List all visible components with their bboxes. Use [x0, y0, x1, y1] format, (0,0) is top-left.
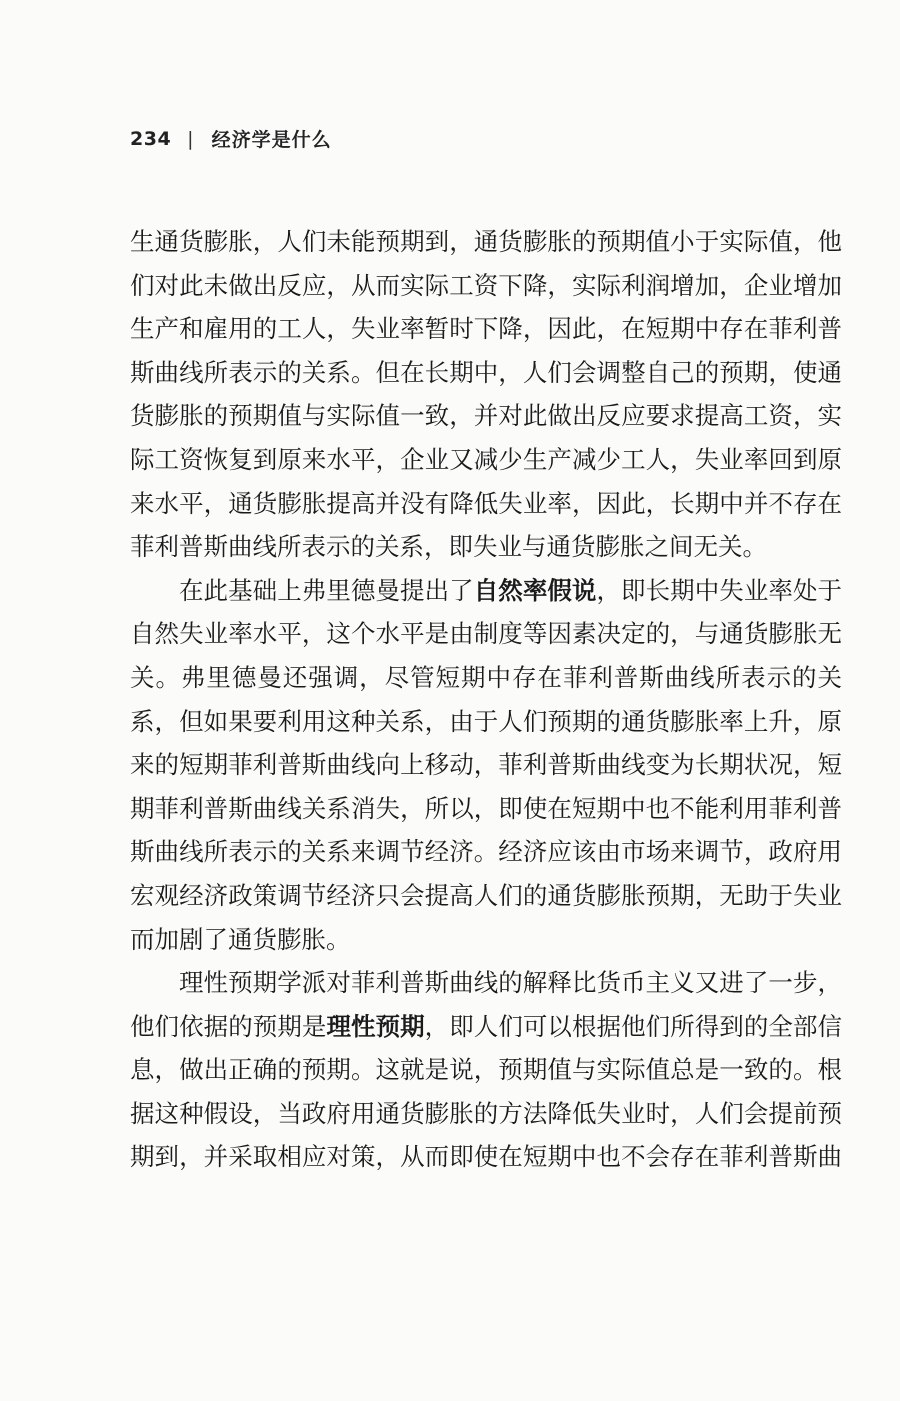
body-text: [130, 220, 842, 1179]
key-term-natural-rate-hypothesis: 自然率假说: [473, 575, 597, 605]
paragraph-natural-rate-hypothesis: [130, 569, 842, 961]
key-term-rational-expectations: 理性预期: [326, 1011, 425, 1041]
paragraph-text: ，即人们可以根据他们所得到的全部信息，做出正确的预期。这就是说，预期值与实际值总是一致的。根据这种假设，当政府用通货膨胀的方法降低失业时，人们会提前预期到，并采取相应对策，从而即使在短期中也不会存在菲利普斯曲: [130, 1011, 843, 1172]
paragraph-text: ，即长期中失业率处于自然失业率水平，这个水平是由制度等因素决定的，与通货膨胀无关。弗里德曼还强调，尽管短期中存在菲利普斯曲线所表示的关系，但如果要利用这种关系，由于人们预期的通货膨胀率上升，原来的短期菲利普斯曲线向上移动，菲利普斯曲线变为长期状况，短期菲利普斯曲线关系消失，所以，即使在短期中也不能利用菲利普斯曲线所表示的关系来调节经济。经济应该由市场来调节，政府用宏观经济政策调节经济只会提高人们的通货膨胀预期，无助于失业而加剧了通货膨胀。: [130, 575, 843, 954]
paragraph-rational-expectations: [130, 961, 842, 1179]
page-number: 234: [130, 127, 172, 150]
paragraph-continuation: 生通货膨胀，人们未能预期到，通货膨胀的预期值小于实际值，他们对此未做出反应，从而实际工资下降，实际利润增加，企业增加生产和雇用的工人，失业率暂时下降，因此，在短期中存在菲利普斯曲线所表示的关系。但在长期中，人们会调整自己的预期，使通货膨胀的预期值与实际值一致，并对此做出反应要求提高工资，实际工资恢复到原来水平，企业又减少生产减少工人，失业率回到原来水平，通货膨胀提高并没有降低失业率，因此，长期中并不存在菲利普斯曲线所表示的关系，即失业与通货膨胀之间无关。: [130, 227, 842, 562]
header-divider: |: [187, 127, 194, 150]
paragraph-text: 在此基础上弗里德曼提出了: [179, 575, 474, 605]
running-header: [130, 125, 332, 152]
book-title: 经济学是什么: [211, 129, 332, 151]
paragraph-text: 理性预期学派对菲利普斯曲线的解释比货币主义又进了一步，他们依据的预期是: [130, 968, 842, 1041]
